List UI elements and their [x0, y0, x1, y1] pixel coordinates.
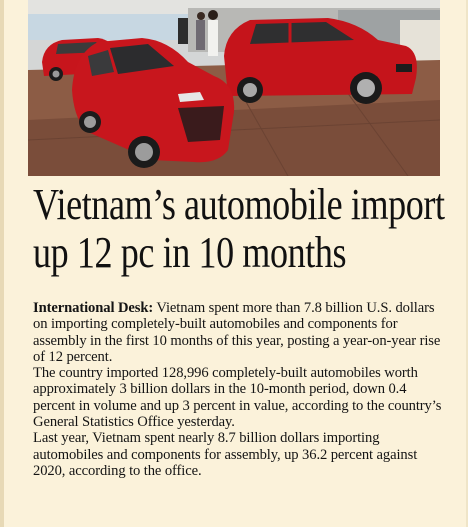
headline-line-1: Vietnam’s automobile import — [33, 180, 445, 229]
paragraph-2: The country imported 128,996 completely-built automobiles worth approximately 3 billion dollars in the 10-month period, down 0.4 percent in volume and up 3 percent in value, according to the country’s General Statistics Office yesterday. — [33, 365, 442, 431]
article-body — [33, 300, 443, 479]
paragraph-1-text: Vietnam spent more than 7.8 billion U.S. dollars on importing completely-built automobiles and components for assembly in the first 10 months of this year, posting a year-on-year rise of 12 percent. — [33, 300, 441, 365]
dateline: International Desk: — [33, 300, 154, 316]
paragraph-3: Last year, Vietnam spent nearly 8.7 billion dollars importing automobiles and components for assembly, up 36.2 percent against 2020, according to the office. — [33, 430, 418, 479]
headline-line-2: up 12 pc in 10 months — [33, 228, 347, 277]
headline — [33, 180, 445, 277]
article-photo — [28, 0, 440, 176]
paragraph-1 — [33, 300, 443, 365]
